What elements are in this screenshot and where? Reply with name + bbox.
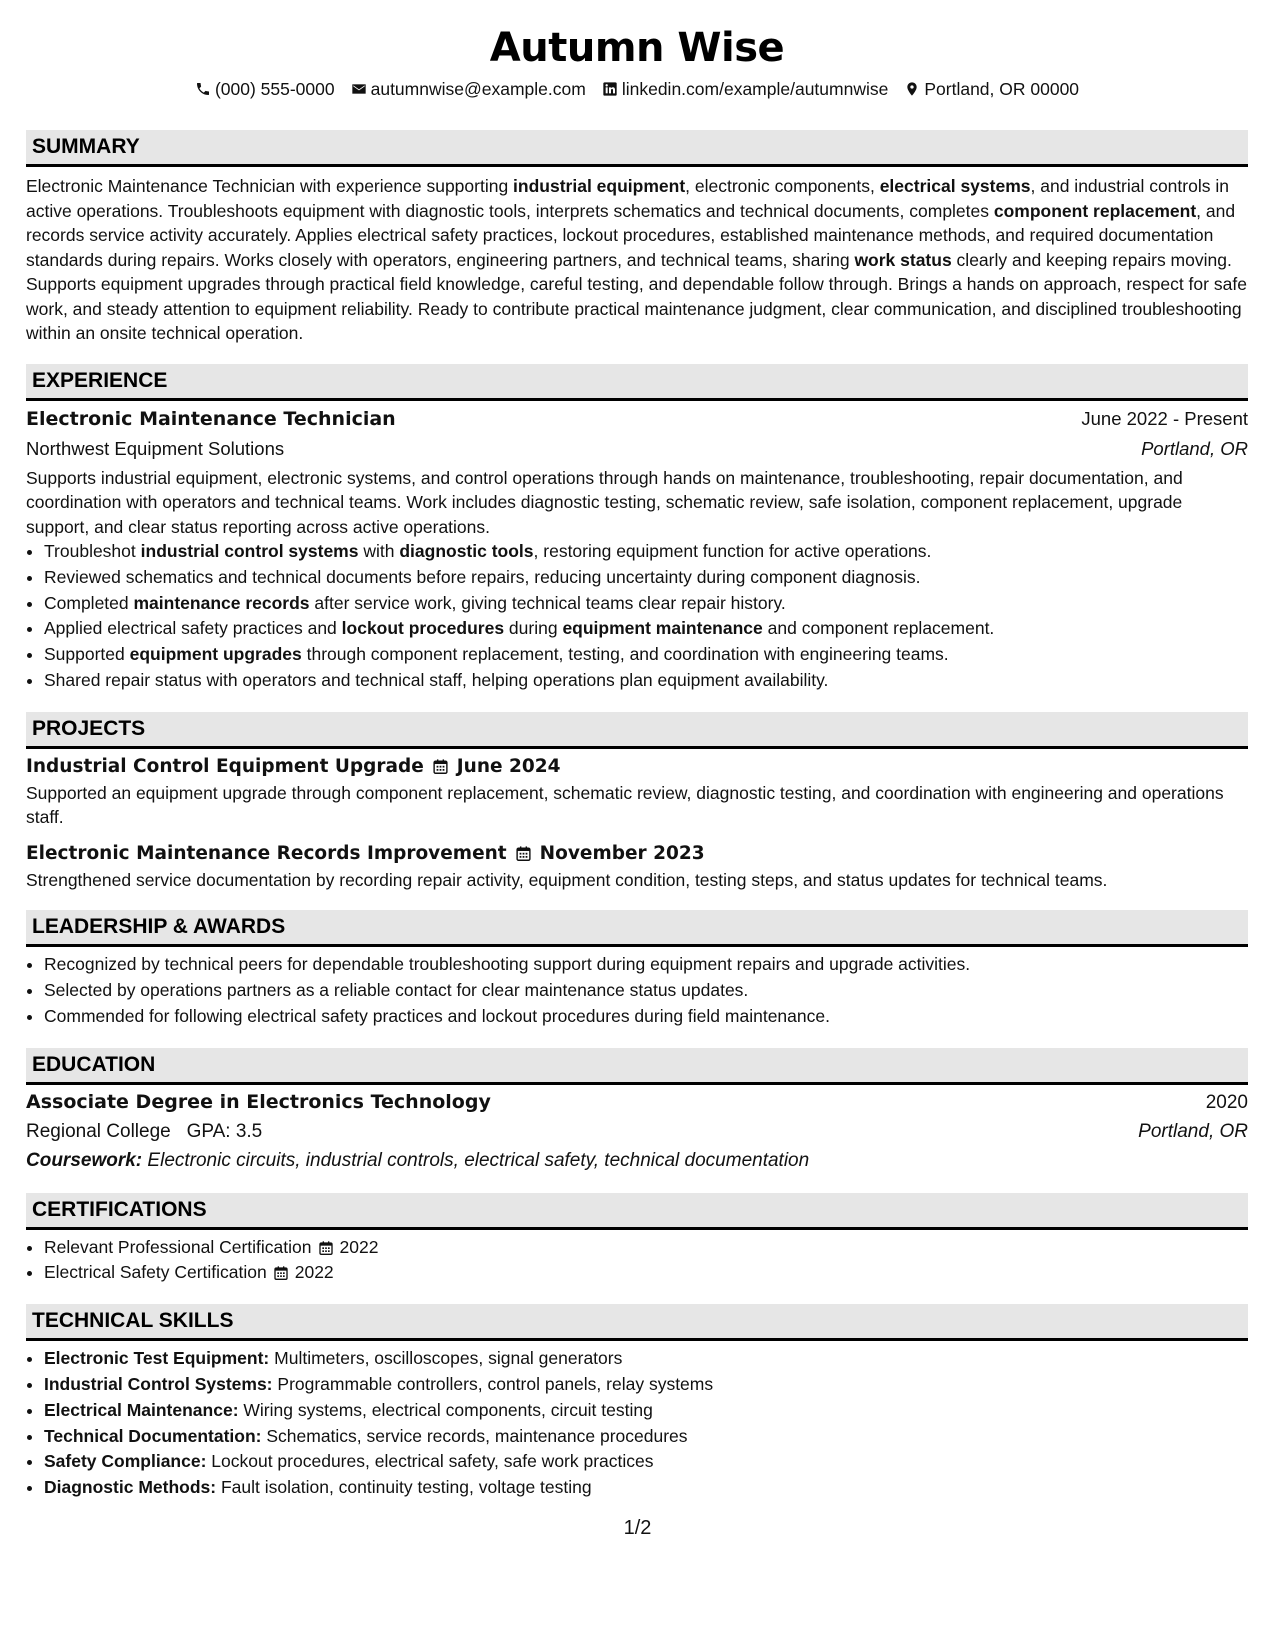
skill-item (44, 1346, 1248, 1372)
summary-text: , and industrial controls in active operations. Troubleshoots equipment with diagnostic tools, interprets schematics and technical documents, completes (26, 176, 1229, 221)
skill-value: Wiring systems, electrical components, circuit testing (243, 1399, 653, 1420)
project-item (26, 753, 1248, 830)
summary-text: , electronic components, (685, 176, 880, 196)
job-bullet (44, 616, 1248, 642)
section-heading: TECHNICAL SKILLS (26, 1304, 1248, 1341)
experience-section (26, 364, 1248, 694)
coursework-text: Electronic circuits, industrial controls, electrical safety, technical documentation (147, 1149, 810, 1171)
company-name: Northwest Equipment Solutions (26, 437, 285, 459)
skill-label: Safety Compliance: (44, 1451, 207, 1472)
phone-icon (195, 81, 211, 97)
contact-bar (26, 78, 1248, 100)
summary-bold-text: component replacement (993, 200, 1197, 221)
skill-value: Multimeters, oscilloscopes, signal generators (274, 1348, 623, 1369)
job-bullet (44, 642, 1248, 668)
contact-linkedin[interactable] (602, 78, 889, 100)
job-bullet (44, 539, 1248, 565)
certification-year: 2022 (339, 1236, 379, 1257)
bullet-text: after service work, giving technical teams clear repair history. (309, 592, 786, 613)
summary-text: clearly and keeping repairs moving. Supports equipment upgrades through practical field knowledge, careful testing, and dependable follow through. Brings a hands on approach, respect for safe work, and steady attention to equipment reliability. Ready to contribute practical maintenance judgment, clear communication, and disciplined troubleshooting within an onsite technical operation. (26, 249, 1247, 343)
skill-value: Schematics, service records, maintenance procedures (266, 1425, 688, 1446)
section-heading: LEADERSHIP & AWARDS (26, 910, 1248, 947)
calendar-icon (318, 1240, 334, 1256)
job-location: Portland, OR (1141, 437, 1248, 459)
list-item: • Recognized by technical peers for dependable troubleshooting support during equipment repairs and upgrade activities. (44, 952, 1248, 978)
gpa: GPA: 3.5 (186, 1120, 263, 1142)
summary-text: Electronic Maintenance Technician with experience supporting (26, 176, 514, 196)
summary-bold-text: industrial equipment (513, 176, 686, 196)
coursework-label: Coursework: (26, 1149, 143, 1171)
candidate-name: Autumn Wise (489, 25, 785, 71)
job-description: Supports industrial equipment, electronic systems, and control operations through hands on maintenance, troubleshooting, repair documentation, and coordination with operators and technical teams. Work includes diagnostic testing, schematic review, safe isolation, component replacement, upgrade support, and clear status reporting across active operations. (26, 467, 1183, 537)
list-item (44, 1260, 1248, 1286)
project-date: June 2024 (456, 755, 561, 777)
skill-value: Fault isolation, continuity testing, voltage testing (220, 1477, 592, 1498)
bullet-text: through component replacement, testing, and coordination with engineering teams. (301, 644, 949, 665)
projects-section (26, 712, 1248, 893)
contact-location (904, 78, 1079, 100)
location-text: Portland, OR 00000 (924, 79, 1080, 99)
resume-page (26, 22, 1248, 1501)
skill-label: Electrical Maintenance: (44, 1399, 239, 1420)
bullet-bold-text: industrial control systems (140, 541, 359, 561)
bullet-bold-text: diagnostic tools (399, 541, 534, 561)
graduation-year: 2020 (1205, 1091, 1248, 1113)
project-description: Strengthened service documentation by recording repair activity, equipment condition, testing steps, and status updates for technical teams. (26, 869, 1108, 890)
map-pin-icon (904, 81, 920, 97)
job-bullet (44, 591, 1248, 617)
certifications-list (26, 1235, 1248, 1287)
school-name: Regional College (26, 1120, 171, 1142)
job-bullet (44, 565, 1248, 591)
skill-value: Programmable controllers, control panels, relay systems (277, 1374, 714, 1395)
calendar-icon (432, 758, 449, 775)
skill-item (44, 1398, 1248, 1424)
calendar-icon (515, 845, 532, 862)
bullet-text: Completed (44, 592, 134, 613)
bullet-bold-text: lockout procedures (341, 618, 505, 639)
bullet-bold-text: equipment upgrades (129, 644, 302, 665)
coursework (26, 1146, 1248, 1175)
page-number: 1/2 (623, 1517, 652, 1539)
job-dates: June 2022 - Present (1081, 407, 1248, 429)
section-heading: CERTIFICATIONS (26, 1193, 1248, 1230)
bullet-bold-text: maintenance records (133, 592, 310, 613)
linkedin-icon (602, 81, 618, 97)
skills-list (26, 1346, 1248, 1501)
contact-phone[interactable] (195, 78, 335, 100)
skill-item (44, 1449, 1248, 1475)
envelope-icon (351, 81, 367, 97)
summary-paragraph (26, 174, 1248, 346)
certifications-section (26, 1193, 1248, 1287)
certification-name: • Electrical Safety Certification (44, 1262, 267, 1283)
leadership-section (26, 910, 1248, 1029)
skill-label: Technical Documentation: (44, 1425, 262, 1446)
section-heading: PROJECTS (26, 712, 1248, 749)
bullet-text: during (504, 618, 563, 639)
list-item: • Selected by operations partners as a reliable contact for clear maintenance status updates. (44, 978, 1248, 1004)
job-title: Electronic Maintenance Technician (26, 407, 396, 430)
job-bullets (26, 539, 1248, 694)
email-text: autumnwise@example.com (370, 79, 586, 99)
project-title: Industrial Control Equipment Upgrade (26, 755, 424, 777)
bullet-text: Shared repair status with operators and technical staff, helping operations plan equipment availability. (44, 669, 829, 690)
bullet-bold-text: equipment maintenance (562, 618, 763, 639)
linkedin-text: linkedin.com/example/autumnwise (621, 79, 889, 99)
leadership-list (26, 952, 1248, 1029)
summary-bold-text: electrical systems (879, 176, 1031, 196)
section-heading: EDUCATION (26, 1048, 1248, 1085)
skill-label: Industrial Control Systems: (44, 1374, 273, 1395)
skill-item (44, 1475, 1248, 1501)
calendar-icon (273, 1265, 289, 1281)
bullet-text: and component replacement. (762, 618, 995, 639)
job-bullet (44, 668, 1248, 694)
contact-email[interactable] (351, 78, 586, 100)
skill-label: Electronic Test Equipment: (44, 1348, 270, 1369)
summary-section (26, 130, 1248, 346)
skill-item (44, 1424, 1248, 1450)
bullet-text: , restoring equipment function for active operations. (533, 541, 932, 561)
certification-year: 2022 (294, 1262, 334, 1283)
skill-value: Lockout procedures, electrical safety, safe work practices (211, 1451, 654, 1472)
skills-section (26, 1304, 1248, 1501)
skill-label: Diagnostic Methods: (44, 1477, 217, 1498)
bullet-text: Reviewed schematics and technical documents before repairs, reducing uncertainty during component diagnosis. (44, 566, 921, 587)
project-description: Supported an equipment upgrade through component replacement, schematic review, diagnostic testing, and coordination with engineering and operations staff. (26, 782, 1224, 828)
list-item (44, 1235, 1248, 1261)
bullet-text: Supported (44, 644, 130, 665)
bullet-text: Applied electrical safety practices and (44, 618, 342, 639)
bullet-text: with (358, 541, 400, 561)
project-item (26, 840, 1248, 893)
school-location: Portland, OR (1138, 1120, 1248, 1142)
phone-text: (000) 555-0000 (214, 79, 335, 99)
list-item: • Commended for following electrical safety practices and lockout procedures during field maintenance. (44, 1004, 1248, 1030)
education-section (26, 1048, 1248, 1175)
certification-name: • Relevant Professional Certification (44, 1236, 312, 1257)
degree-title: Associate Degree in Electronics Technology (26, 1090, 491, 1113)
section-heading: SUMMARY (26, 130, 1248, 167)
summary-text: , and records service activity accurately. Applies electrical safety practices, lockout procedures, established maintenance methods, and required documentation standards during repairs. Works closely with operators, engineering partners, and technical teams, sharing (26, 200, 1236, 270)
project-date: November 2023 (539, 842, 705, 864)
bullet-text: Troubleshot (44, 541, 141, 561)
skill-item (44, 1372, 1248, 1398)
section-heading: EXPERIENCE (26, 364, 1248, 401)
summary-bold-text: work status (854, 249, 952, 270)
project-title: Electronic Maintenance Records Improvement (26, 842, 507, 864)
